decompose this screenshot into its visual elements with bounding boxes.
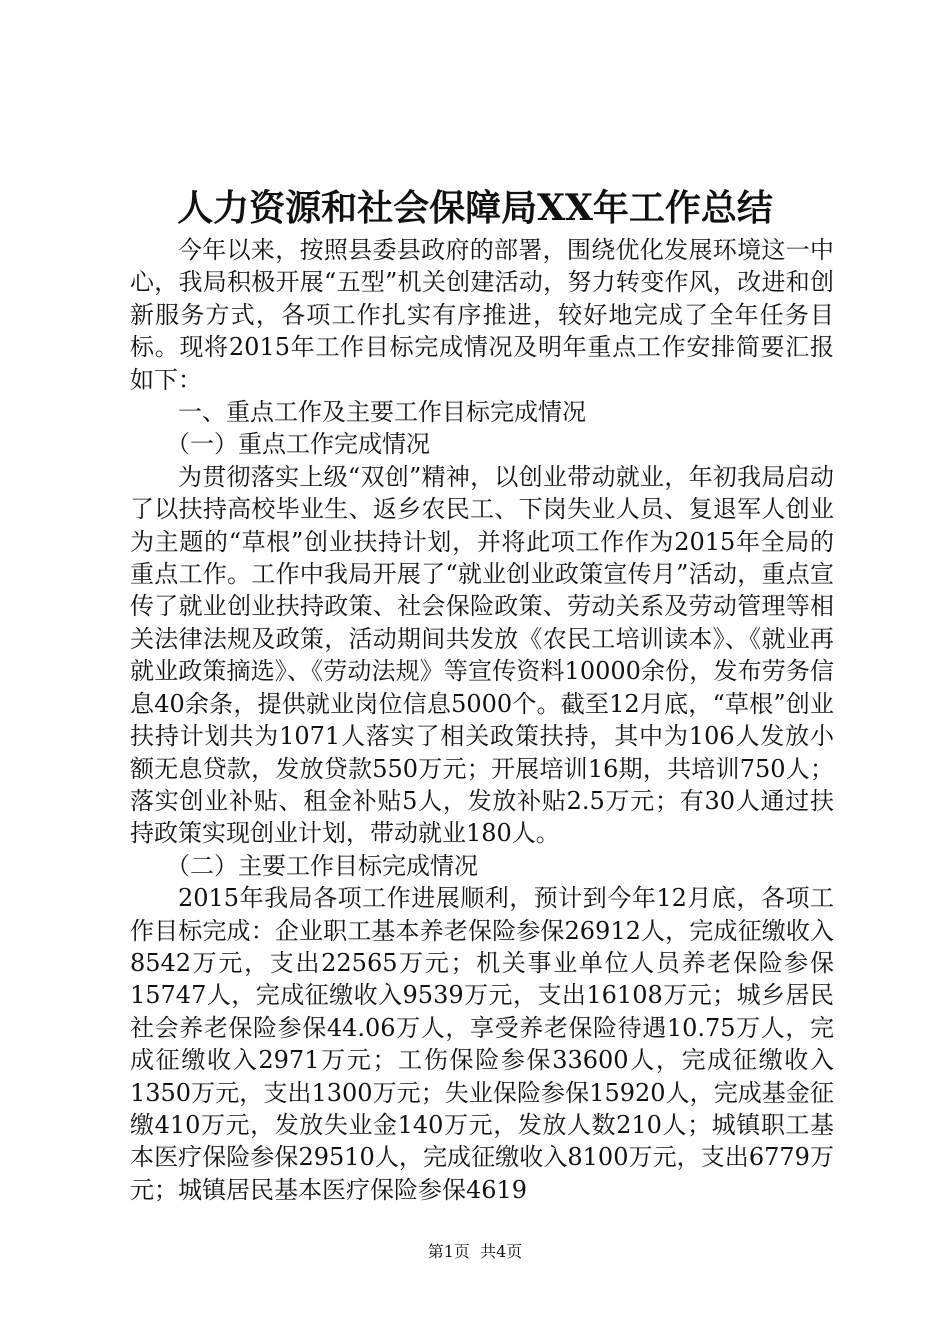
page-number: 第1页: [427, 1242, 470, 1261]
subsection-heading-2: （二）主要工作目标完成情况: [166, 851, 478, 880]
document-title: 人力资源和社会保障局XX年工作总结: [177, 187, 773, 229]
body-paragraph: 2015年我局各项工作进展顺利，预计到今年12月底，各项工作目标完成：企业职工基本养老保险参保26912人，完成征缴收入8542万元，支出22565万元；机关事业单位人员养老保险参保15747人，完成征缴收入9539万元，支出16108万元；城乡居民社会养老保险参保44.06万人，享受养老保险待遇10.75万人，完成征缴收入2971万元；工伤保险参保33600人，完成征缴收入1350万元，支出1300万元；失业保险参保15920人，完成基金征缴410万元，发放失业金140万元，发放人数210人；城镇职工基本医疗保险参保29510人，完成征缴收入8100万元，支出6779万元；城镇居民基本医疗保险参保4619: [130, 884, 834, 1204]
page-footer: [0, 1240, 950, 1264]
subsection-heading-1: （一）重点工作完成情况: [166, 430, 430, 459]
section-heading-1: 一、重点工作及主要工作目标完成情况: [178, 398, 586, 427]
body-paragraph: 为贯彻落实上级“双创”精神，以创业带动就业，年初我局启动了以扶持高校毕业生、返乡农民工、下岗失业人员、复退军人创业为主题的“草根”创业扶持计划，并将此项工作作为2015年全局的重点工作。工作中我局开展了“就业创业政策宣传月”活动，重点宣传了就业创业扶持政策、社会保险政策、劳动关系及劳动管理等相关法律法规及政策，活动期间共发放《农民工培训读本》、《就业再就业政策摘选》、《劳动法规》等宣传资料10000余份，发布劳务信息40余条，提供就业岗位信息5000个。截至12月底，“草根”创业扶持计划共为1071人落实了相关政策扶持，其中为106人发放小额无息贷款，发放贷款550万元；开展培训16期，共培训750人；落实创业补贴、租金补贴5人，发放补贴2.5万元；有30人通过扶持政策实现创业计划，带动就业180人。: [130, 462, 834, 848]
document-body: [130, 234, 834, 1206]
intro-paragraph: 今年以来，按照县委县政府的部署，围绕优化发展环境这一中心，我局积极开展“五型”机关创建活动，努力转变作风，改进和创新服务方式，各项工作扎实有序推进，较好地完成了全年任务目标。现将2015年工作目标完成情况及明年重点工作安排简要汇报如下：: [130, 236, 834, 394]
page-total: 共4页: [480, 1242, 523, 1261]
